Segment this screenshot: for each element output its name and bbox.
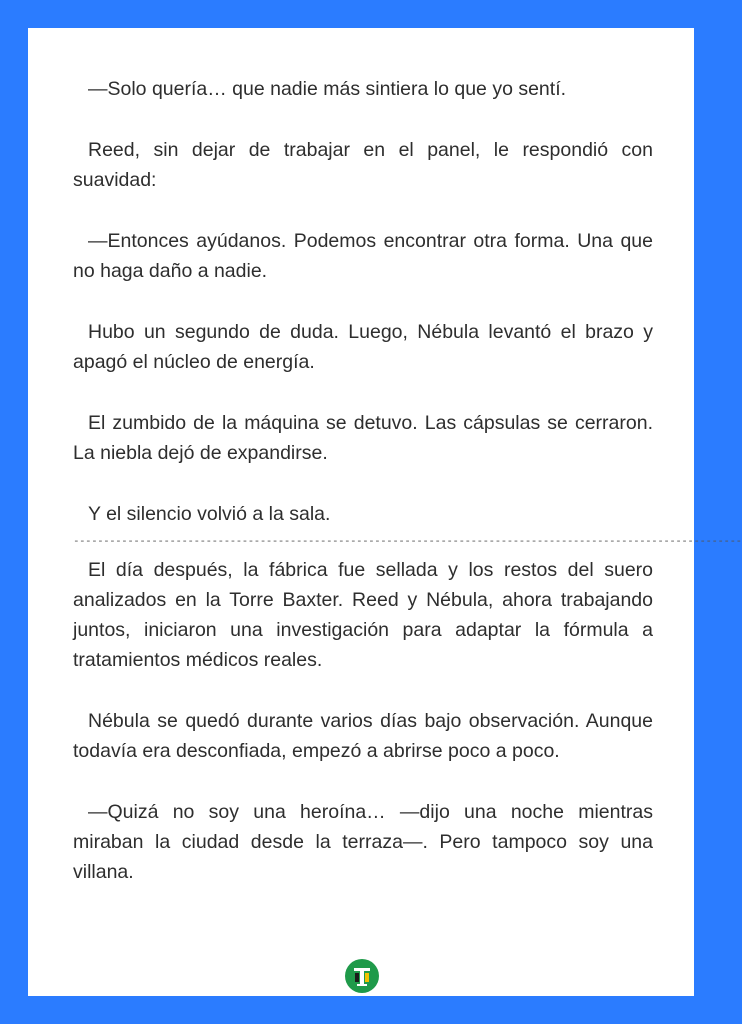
paragraph-1: —Solo quería… que nadie más sintiera lo que yo sentí.	[88, 78, 567, 100]
paragraph-2: Reed, sin dejar de trabajar en el panel, le respondió con suavidad:	[73, 139, 653, 191]
paragraph-9: —Quizá no soy una heroína… —dijo una noche mientras miraban la ciudad desde la terraza—. Pero tampoco soy una villana.	[73, 801, 653, 883]
paragraph-3: —Entonces ayúdanos. Podemos encontrar otra forma. Una que no haga daño a nadie.	[73, 230, 653, 282]
book-logo-icon	[345, 959, 379, 993]
paragraph-7: El día después, la fábrica fue sellada y los restos del suero analizados en la Torre Baxter. Reed y Nébula, ahora trabajando juntos, iniciaron una investigación para adaptar la fórmula a tratamientos médicos reales.	[73, 559, 653, 671]
paragraph-6: Y el silencio volvió a la sala.	[88, 503, 331, 525]
story-text	[73, 74, 742, 887]
paragraph-8: Nébula se quedó durante varios días bajo observación. Aunque todavía era desconfiada, empezó a abrirse poco a poco.	[73, 710, 653, 762]
paragraph-5: El zumbido de la máquina se detuvo. Las cápsulas se cerraron. La niebla dejó de expandirse.	[73, 412, 653, 464]
document-page	[28, 28, 742, 996]
section-divider: ---------------------------------------------------------------------------------------------------------------	[73, 534, 742, 547]
paragraph-4: Hubo un segundo de duda. Luego, Nébula levantó el brazo y apagó el núcleo de energía.	[73, 321, 653, 373]
